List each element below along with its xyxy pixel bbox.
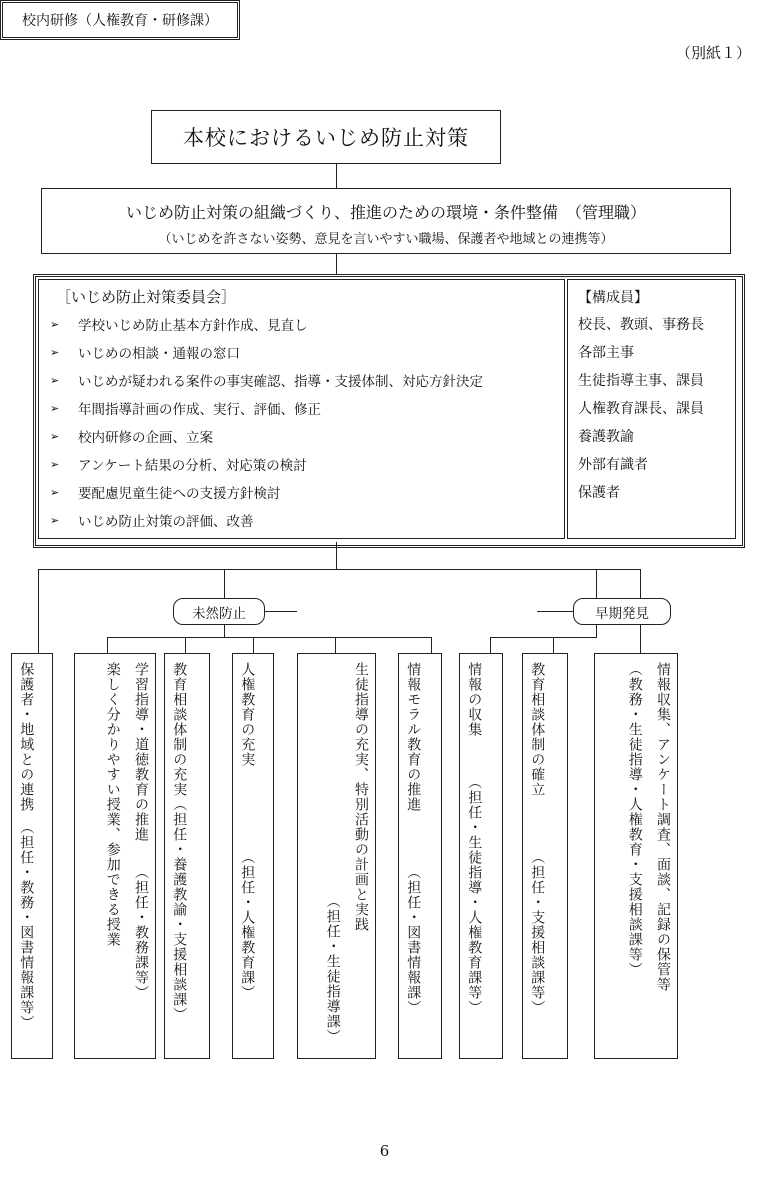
bullet-arrow-icon: ➢ (50, 513, 60, 527)
drop-col2 (107, 637, 108, 653)
column-human-rights: 人権教育の充実 （担任・人権教育課） (232, 653, 274, 1059)
connector-prevention-training (265, 611, 297, 612)
bullet-arrow-icon: ➢ (50, 317, 60, 331)
committee-task: ➢ いじめの相談・通報の窓口 (50, 345, 240, 362)
connector-mgmt-committee (336, 254, 337, 274)
committee-task: ➢ いじめが疑われる案件の事実確認、指導・支援体制、対応方針決定 (50, 373, 483, 390)
connector-prevention-down (224, 624, 225, 638)
connector-committee-down (336, 542, 337, 569)
member-item: 外部有識者 (578, 457, 648, 473)
drop-col7 (490, 637, 491, 653)
drop-col8 (553, 637, 554, 653)
committee-task: ➢ 学校いじめ防止基本方針作成、見直し (50, 317, 308, 334)
committee-task: ➢ 要配慮児童生徒への支援方針検討 (50, 485, 281, 502)
member-item: 養護教諭 (578, 429, 634, 445)
early-branch-line (490, 637, 597, 638)
attachment-label: （別紙１） (675, 44, 751, 62)
column-student-guidance: 生徒指導の充実、特別活動の計画と実践 （担任・生徒指導課） (297, 653, 376, 1059)
member-item: 校長、教頭、事務長 (578, 317, 704, 333)
connector-early-down (596, 624, 597, 638)
column-info-moral: 情報モラル教育の推進 （担任・図書情報課） (398, 653, 442, 1059)
bullet-arrow-icon: ➢ (50, 457, 60, 471)
column-learning-moral: 学習指導・道徳教育の推進 （担任・教務課等） 楽しく分かりやすい授業、参加できる授業 (74, 653, 156, 1059)
drop-col5 (335, 637, 336, 653)
drop-col4 (253, 637, 254, 653)
prevention-branch-line (107, 637, 432, 638)
column-parents-community: 保護者・地域との連携 （担任・教務・図書情報課等） (11, 653, 53, 1059)
management-line1: いじめ防止対策の組織づくり、推進のための環境・条件整備 （管理職） (125, 203, 646, 222)
connector-title-mgmt (336, 164, 337, 188)
bullet-arrow-icon: ➢ (50, 345, 60, 359)
committee-title: ［いじめ防止対策委員会］ (56, 288, 237, 306)
bullet-arrow-icon: ➢ (50, 401, 60, 415)
management-line2: （いじめを許さない姿勢、意見を言いやすい職場、保護者や地域との連携等） (158, 232, 614, 247)
page-title: 本校におけるいじめ防止対策 (183, 126, 469, 150)
member-item: 保護者 (578, 485, 620, 501)
committee-task: ➢ 年間指導計画の作成、実行、評価、修正 (50, 401, 321, 418)
members-title: 【構成員】 (578, 290, 648, 306)
bullet-arrow-icon: ➢ (50, 373, 60, 387)
early-detection-label: 早期発見 (573, 598, 671, 625)
column-info-gathering-survey: 情報収集、アンケート調査、面談、記録の保管等 （教務・生徒指導・人権教育・支援相談課等） (594, 653, 678, 1059)
member-item: 各部主事 (578, 345, 634, 361)
committee-task: ➢ 校内研修の企画、立案 (50, 429, 213, 446)
column-counseling-enhancement: 教育相談体制の充実（担任・養護教諭・支援相談課） (164, 653, 210, 1059)
management-box (41, 188, 731, 254)
connector-training-early (537, 611, 573, 612)
column-counseling-establishment: 教育相談体制の確立 （担任・支援相談課等） (522, 653, 568, 1059)
bullet-arrow-icon: ➢ (50, 429, 60, 443)
committee-task: ➢ アンケート結果の分析、対応策の検討 (50, 457, 307, 474)
drop-col6 (431, 637, 432, 653)
top-branch-line (38, 569, 641, 570)
drop-col3 (185, 637, 186, 653)
committee-task: ➢ いじめ防止対策の評価、改善 (50, 513, 254, 530)
member-item: 生徒指導主事、課員 (578, 373, 704, 389)
connector-col1 (38, 569, 39, 653)
prevention-label: 未然防止 (173, 598, 265, 625)
column-info-collection: 情報の収集 （担任・生徒指導・人権教育課等） (459, 653, 503, 1059)
training-box: 校内研修（人権教育・研修課） (0, 0, 240, 40)
connector-prevention (224, 569, 225, 599)
connector-early (596, 569, 597, 599)
title-box (151, 110, 501, 164)
bullet-arrow-icon: ➢ (50, 485, 60, 499)
page-number: 6 (379, 1142, 390, 1160)
member-item: 人権教育課長、課員 (578, 401, 704, 417)
